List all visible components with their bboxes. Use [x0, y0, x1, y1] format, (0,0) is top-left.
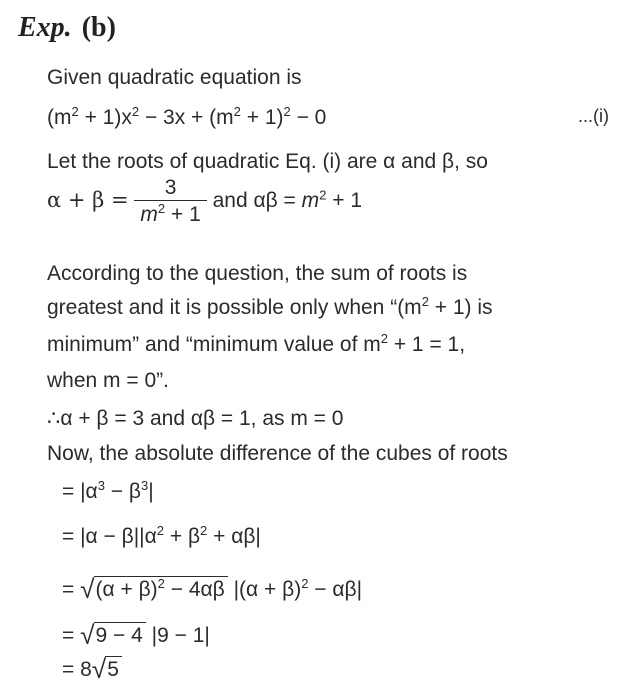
according-line-3 — [47, 333, 465, 357]
text-part: greatest and it is possible only when “(m — [47, 296, 422, 319]
sum-product-line — [47, 176, 362, 227]
exponent: 2 — [156, 523, 165, 539]
sum-fraction — [134, 176, 206, 227]
sum-lhs: α + β = — [47, 188, 129, 213]
step-part: (α + β) — [95, 578, 158, 601]
exponent: 2 — [421, 294, 429, 310]
exponent: 2 — [157, 576, 165, 592]
step-2 — [62, 525, 261, 549]
exponent: 3 — [140, 478, 149, 494]
exponent: 2 — [131, 104, 140, 120]
var-m: m — [140, 203, 158, 226]
step-4 — [62, 620, 210, 651]
square-root — [80, 620, 146, 651]
radical-sign: √ — [80, 620, 95, 650]
step-part: + αβ| — [207, 525, 261, 548]
text-part: + 1) is — [428, 296, 493, 319]
step-part: − 4αβ — [164, 578, 225, 601]
step-part: − αβ| — [308, 578, 363, 601]
den-part: + 1 — [165, 203, 201, 226]
answer-option: (b) — [81, 12, 116, 43]
according-line-1: According to the question, the sum of roots is — [47, 262, 468, 285]
radicand: 5 — [105, 656, 122, 681]
exponent: 2 — [319, 187, 327, 203]
therefore-line: ∴α + β = 3 and αβ = 1, as m = 0 — [47, 407, 344, 430]
given-label: Given quadratic equation is — [47, 66, 302, 89]
radical-sign: √ — [80, 574, 95, 604]
exponent: 2 — [200, 523, 208, 539]
exponent: 2 — [380, 331, 388, 347]
radical-sign: √ — [91, 654, 107, 684]
step-1 — [62, 480, 154, 504]
step-part: |9 − 1| — [145, 624, 210, 647]
according-line-4: when m = 0”. — [47, 369, 169, 392]
step-part: + β — [164, 525, 201, 548]
exponent: 2 — [301, 576, 309, 592]
now-label: Now, the absolute difference of the cubes of roots — [47, 442, 508, 465]
step-5 — [62, 654, 122, 685]
solution-heading — [18, 12, 116, 44]
step-part: = |α — [62, 480, 98, 503]
radicand: 9 − 4 — [94, 622, 146, 647]
eq-part: (m — [47, 106, 72, 129]
eq-part: − 3x + (m — [139, 106, 234, 129]
fraction-denominator — [134, 200, 206, 227]
equation-body — [47, 106, 326, 130]
exponent: 2 — [71, 104, 79, 120]
eq-part: − 0 — [290, 106, 327, 129]
step-part: | — [148, 480, 154, 503]
exponent: 2 — [233, 104, 241, 120]
step-3 — [62, 574, 362, 605]
step-eq: = — [62, 578, 75, 601]
step-eq: = 8 — [62, 658, 92, 681]
exponent: 2 — [283, 104, 291, 120]
square-root — [80, 574, 228, 605]
equation-tag: ...(i) — [578, 106, 609, 126]
eq-part: + 1)x — [78, 106, 132, 129]
according-line-2 — [47, 296, 493, 320]
square-root — [92, 654, 122, 685]
text-part: + 1 = 1, — [388, 333, 466, 356]
quadratic-equation — [47, 106, 609, 130]
text-part: minimum” and “minimum value of m — [47, 333, 381, 356]
step-part: = |α − β||α — [62, 525, 157, 548]
var-m: m — [301, 189, 320, 213]
radicand — [94, 576, 228, 601]
eq-part: + 1) — [240, 106, 284, 129]
step-eq: = — [62, 624, 75, 647]
step-part: |(α + β) — [227, 578, 302, 601]
fraction-numerator: 3 — [164, 176, 177, 199]
heading-prefix: Exp. — [18, 12, 72, 43]
exponent: 2 — [157, 201, 166, 217]
roots-intro: Let the roots of quadratic Eq. (i) are α and β, so — [47, 150, 488, 173]
exponent: 3 — [97, 478, 105, 494]
product-mid: and αβ = — [212, 189, 302, 213]
step-part: − β — [104, 480, 141, 503]
product-rhs: + 1 — [326, 189, 363, 213]
